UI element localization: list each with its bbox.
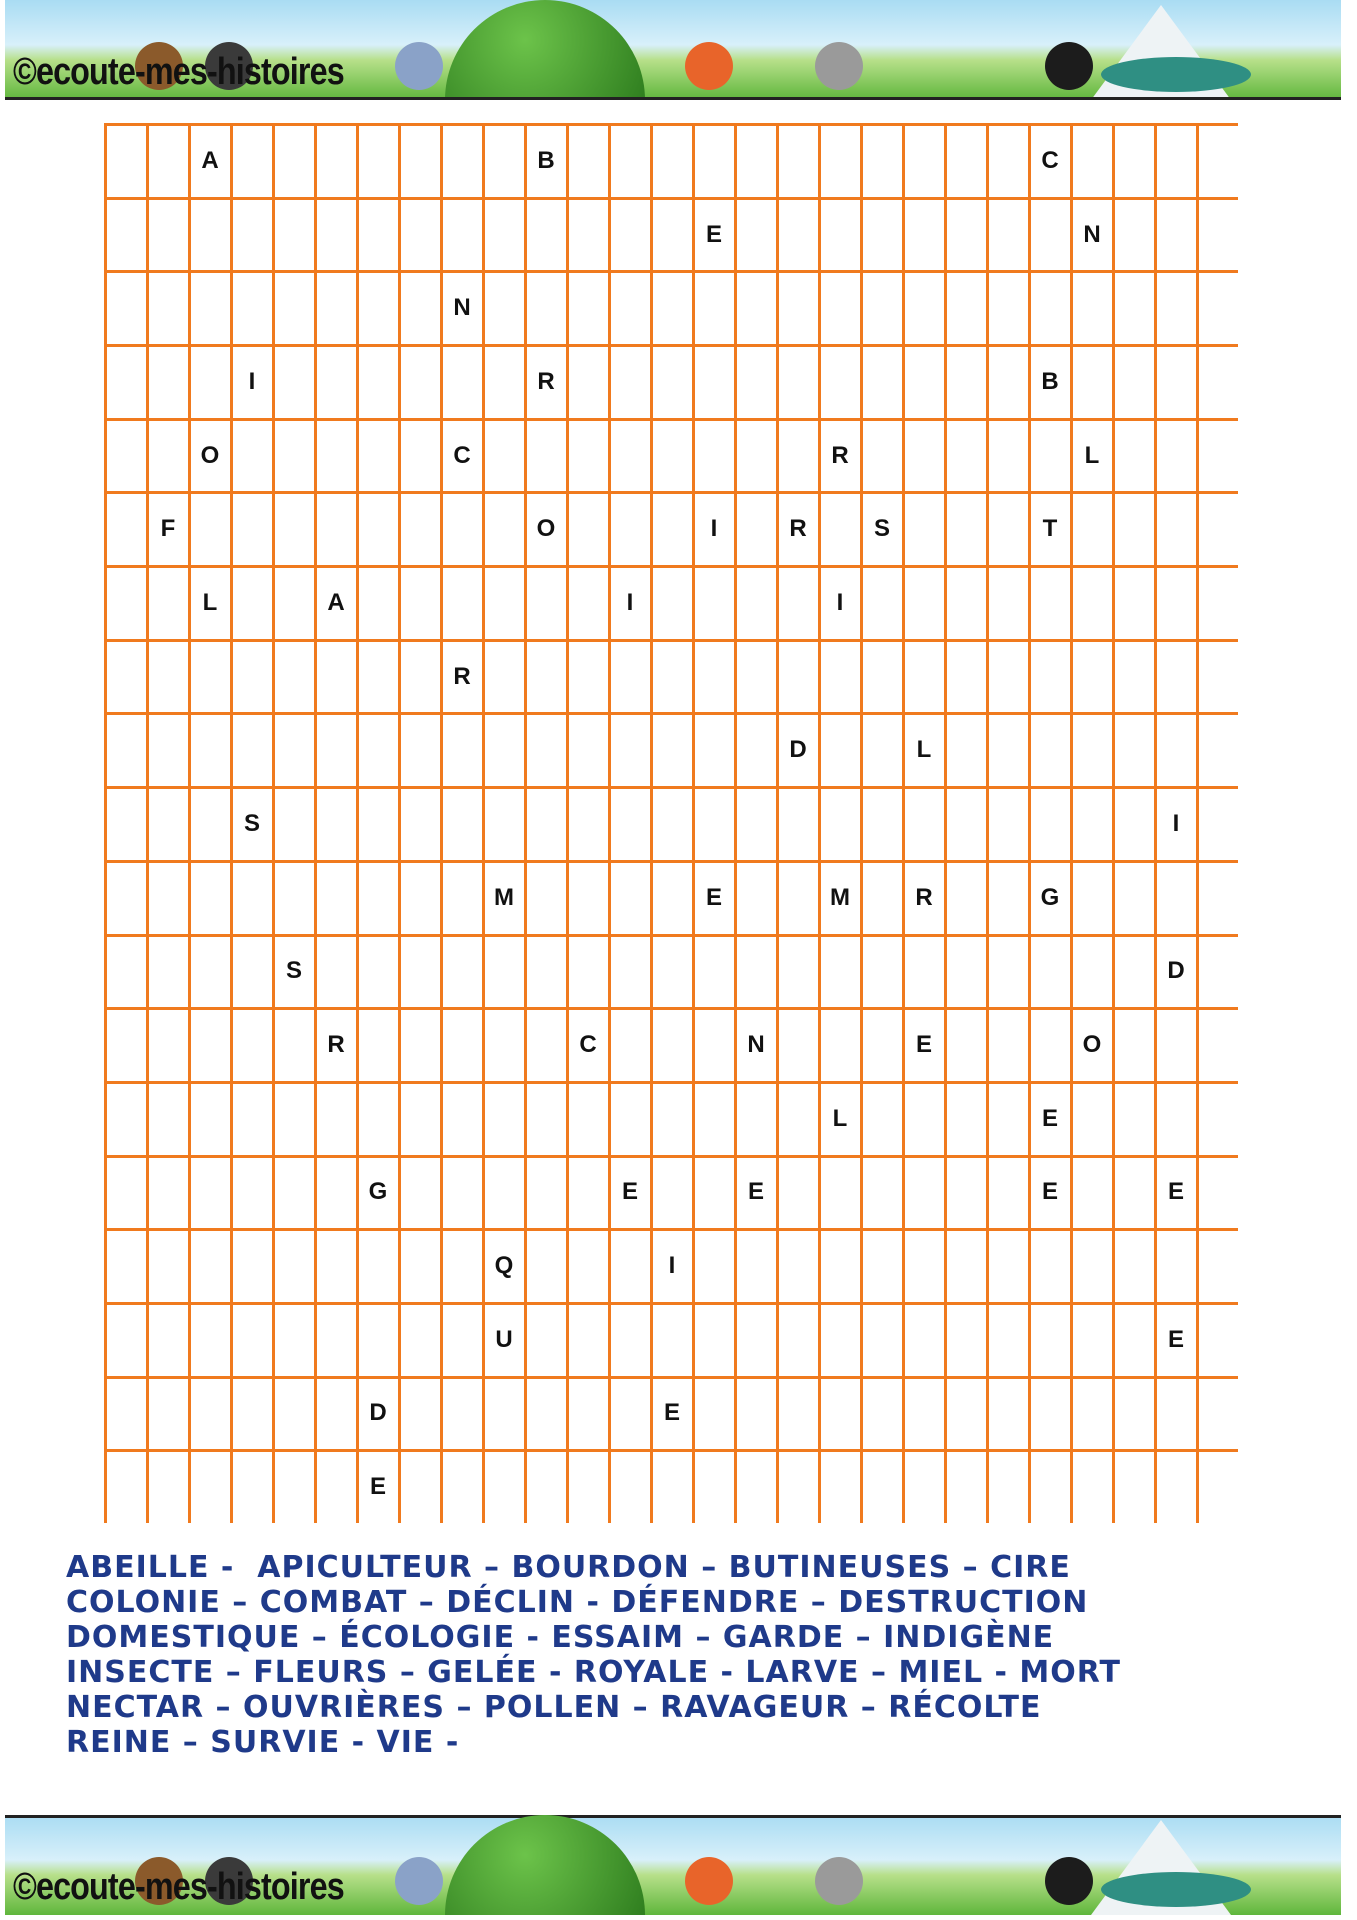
dog-illustration	[815, 42, 863, 90]
grid-letter: R	[831, 441, 849, 469]
grid-letter: E	[369, 1473, 386, 1501]
grid-letter: C	[453, 441, 471, 469]
grid-letter: N	[1083, 220, 1101, 248]
grid-letter: E	[915, 1031, 932, 1059]
grid-letter: G	[368, 1178, 388, 1206]
grid-letter: E	[1041, 1178, 1058, 1206]
grid-letter: A	[201, 146, 219, 174]
grid-letter: B	[1041, 367, 1059, 395]
grid-letter: M	[830, 883, 850, 911]
grid-letter: E	[663, 1399, 680, 1427]
pond-illustration	[1101, 57, 1251, 92]
grid-letter: D	[369, 1399, 387, 1427]
grid-letter: E	[1167, 1325, 1184, 1353]
fox-illustration	[685, 1857, 733, 1905]
grid-letter: E	[705, 883, 722, 911]
grid-letter: S	[873, 515, 890, 543]
grid-letter: N	[453, 294, 471, 322]
grid-letter: R	[327, 1031, 345, 1059]
grid-letter: Q	[494, 1252, 514, 1280]
grid-letter: R	[537, 367, 555, 395]
bush-illustration	[445, 0, 645, 100]
word-list-line: INSECTE – FLEURS – GELÉE - ROYALE - LARVE – MIEL - MORT	[66, 1655, 1121, 1690]
grid-letter: R	[915, 883, 933, 911]
footer-divider	[5, 1815, 1341, 1818]
grid-letter: E	[747, 1178, 764, 1206]
grid-letter: I	[668, 1252, 676, 1280]
header-banner	[5, 0, 1341, 100]
grid-letter: B	[537, 146, 555, 174]
grid-letter: I	[248, 367, 256, 395]
grid-letter: G	[1040, 883, 1060, 911]
grid-letter: I	[836, 588, 844, 616]
grid-letter: L	[916, 736, 932, 764]
penguin-illustration	[1045, 1857, 1093, 1905]
grid-letter: U	[495, 1325, 513, 1353]
grid-letter: I	[710, 515, 718, 543]
grid-letter: E	[1167, 1178, 1184, 1206]
grid-letter: N	[747, 1031, 765, 1059]
bush-illustration	[445, 1815, 645, 1915]
grid-letter: E	[1041, 1104, 1058, 1132]
grid-letter: R	[453, 662, 471, 690]
word-list-line: COLONIE – COMBAT – DÉCLIN - DÉFENDRE – DESTRUCTION	[66, 1585, 1089, 1620]
grid-letter: L	[202, 588, 218, 616]
grid-letter: D	[789, 736, 807, 764]
grid-letter: A	[327, 588, 345, 616]
footer-banner	[5, 1815, 1341, 1915]
pond-illustration	[1101, 1872, 1251, 1907]
grid-letter: M	[494, 883, 514, 911]
grid-letter: F	[160, 515, 176, 543]
fox-illustration	[685, 42, 733, 90]
grid-letter: O	[1082, 1031, 1102, 1059]
grid-letter: O	[200, 441, 220, 469]
donkey-illustration	[395, 42, 443, 90]
grid-letter: O	[536, 515, 556, 543]
grid-letter: S	[285, 957, 302, 985]
grid-letter: T	[1042, 515, 1058, 543]
grid-letter: I	[626, 588, 634, 616]
grid-letter: R	[789, 515, 807, 543]
grid-letter: D	[1167, 957, 1185, 985]
word-list	[66, 1550, 1316, 1760]
word-list-line: REINE – SURVIE - VIE -	[66, 1725, 460, 1760]
header-divider	[5, 97, 1341, 100]
site-logo: ©ecoute-mes-histoires	[13, 1866, 344, 1908]
grid-letter: E	[705, 220, 722, 248]
grid-lines	[104, 123, 1238, 1523]
grid-letter: C	[1041, 146, 1059, 174]
penguin-illustration	[1045, 42, 1093, 90]
donkey-illustration	[395, 1857, 443, 1905]
grid-letter: C	[579, 1031, 597, 1059]
word-list-line: DOMESTIQUE – ÉCOLOGIE - ESSAIM – GARDE – INDIGÈNE	[66, 1620, 1055, 1655]
grid-letter: L	[1084, 441, 1100, 469]
word-search-grid	[104, 123, 1238, 1523]
grid-letter: S	[243, 810, 260, 837]
grid-letter: I	[1172, 810, 1180, 837]
grid-letter: E	[621, 1178, 638, 1206]
dog-illustration	[815, 1857, 863, 1905]
site-logo: ©ecoute-mes-histoires	[13, 51, 344, 93]
word-list-line: NECTAR – OUVRIÈRES – POLLEN – RAVAGEUR – RÉCOLTE	[66, 1690, 1042, 1725]
word-list-line: ABEILLE - APICULTEUR – BOURDON – BUTINEUSES – CIRE	[66, 1550, 1071, 1585]
grid-letter: L	[832, 1104, 848, 1132]
